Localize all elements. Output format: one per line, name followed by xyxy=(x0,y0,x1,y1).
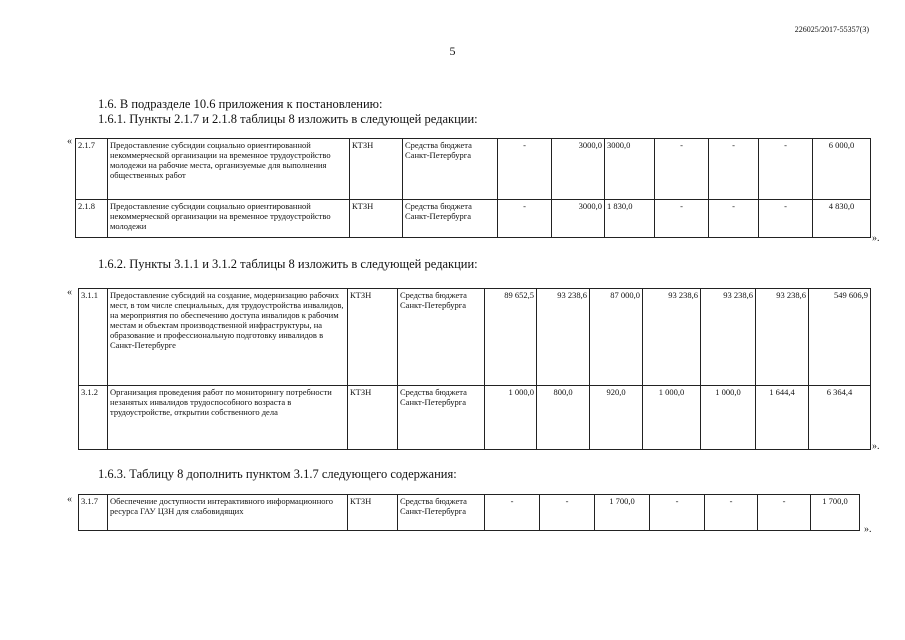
value-year-1: 89 652,5 xyxy=(485,289,537,386)
value-total: 6 364,4 xyxy=(809,386,871,450)
table-row xyxy=(76,200,871,238)
funding-source: Средства бюджета Санкт-Петербурга xyxy=(403,200,498,238)
table-row xyxy=(79,386,871,450)
close-quote: ». xyxy=(872,233,880,244)
item-name: Предоставление субсидий на создание, модернизацию рабочих мест, в том числе специальных, для трудоустройства инвалидов, на мероприятия по обеспечению доступа инвалидов к рабочим местам и объектам производственной инфраструктуры, на образование и профессиональную подготовку инвалидов в Санкт-Петербурге xyxy=(108,289,348,386)
executor: КТЗН xyxy=(350,200,403,238)
item-name: Предоставление субсидии социально ориентированной некоммерческой организации на временное трудоустройство молодежи на рабочие места, организуемые для выполнения общественных работ xyxy=(108,139,350,200)
value-year-2: 800,0 xyxy=(537,386,590,450)
paragraph-1-6-3: 1.6.3. Таблицу 8 дополнить пунктом 3.1.7 следующего содержания: xyxy=(98,467,457,481)
table-8-items-2-1-7-2-1-8 xyxy=(75,138,871,238)
executor: КТЗН xyxy=(348,386,398,450)
value-year-1: - xyxy=(498,200,552,238)
open-quote: « xyxy=(67,136,72,147)
value-year-4: - xyxy=(655,200,709,238)
executor: КТЗН xyxy=(350,139,403,200)
open-quote: « xyxy=(67,494,72,505)
value-year-1: 1 000,0 xyxy=(485,386,537,450)
value-year-3: 1 830,0 xyxy=(605,200,655,238)
table-row xyxy=(76,139,871,200)
item-number: 3.1.2 xyxy=(79,386,108,450)
value-year-4: 93 238,6 xyxy=(643,289,701,386)
table-8-item-3-1-7 xyxy=(78,494,860,531)
item-number: 2.1.7 xyxy=(76,139,108,200)
close-quote: ». xyxy=(864,524,872,535)
value-year-5: - xyxy=(709,139,759,200)
value-year-6: 93 238,6 xyxy=(756,289,809,386)
funding-source: Средства бюджета Санкт-Петербурга xyxy=(398,289,485,386)
item-name: Предоставление субсидии социально ориентированной некоммерческой организации на временное трудоустройство молодежи xyxy=(108,200,350,238)
document-number: 226025/2017-55357(3) xyxy=(794,25,869,34)
item-number: 3.1.1 xyxy=(79,289,108,386)
value-year-6: - xyxy=(759,139,813,200)
funding-source: Средства бюджета Санкт-Петербурга xyxy=(403,139,498,200)
value-year-5: - xyxy=(709,200,759,238)
item-name: Обеспечение доступности интерактивного информационного ресурса ГАУ ЦЗН для слабовидящих xyxy=(108,495,348,531)
value-total: 549 606,9 xyxy=(809,289,871,386)
value-year-4: - xyxy=(650,495,705,531)
value-year-6: - xyxy=(759,200,813,238)
value-total: 4 830,0 xyxy=(813,200,871,238)
value-total: 6 000,0 xyxy=(813,139,871,200)
table-row xyxy=(79,495,860,531)
item-number: 3.1.7 xyxy=(79,495,108,531)
executor: КТЗН xyxy=(348,495,398,531)
executor: КТЗН xyxy=(348,289,398,386)
value-year-6: 1 644,4 xyxy=(756,386,809,450)
value-year-2: 3000,0 xyxy=(552,200,605,238)
funding-source: Средства бюджета Санкт-Петербурга xyxy=(398,495,485,531)
value-year-4: - xyxy=(655,139,709,200)
value-year-1: - xyxy=(498,139,552,200)
value-year-5: 93 238,6 xyxy=(701,289,756,386)
value-year-2: 93 238,6 xyxy=(537,289,590,386)
funding-source: Средства бюджета Санкт-Петербурга xyxy=(398,386,485,450)
value-year-1: - xyxy=(485,495,540,531)
close-quote: ». xyxy=(872,441,880,452)
value-year-3: 1 700,0 xyxy=(595,495,650,531)
table-row xyxy=(79,289,871,386)
paragraph-1-6-1: 1.6.1. Пункты 2.1.7 и 2.1.8 таблицы 8 изложить в следующей редакции: xyxy=(98,112,478,126)
value-year-4: 1 000,0 xyxy=(643,386,701,450)
value-year-5: - xyxy=(705,495,758,531)
value-year-2: - xyxy=(540,495,595,531)
value-total: 1 700,0 xyxy=(811,495,860,531)
value-year-3: 920,0 xyxy=(590,386,643,450)
value-year-5: 1 000,0 xyxy=(701,386,756,450)
paragraph-1-6-2: 1.6.2. Пункты 3.1.1 и 3.1.2 таблицы 8 изложить в следующей редакции: xyxy=(98,257,478,271)
value-year-2: 3000,0 xyxy=(552,139,605,200)
value-year-3: 87 000,0 xyxy=(590,289,643,386)
item-number: 2.1.8 xyxy=(76,200,108,238)
open-quote: « xyxy=(67,287,72,298)
value-year-6: - xyxy=(758,495,811,531)
table-8-items-3-1-1-3-1-2 xyxy=(78,288,871,450)
page-number: 5 xyxy=(449,44,456,58)
paragraph-1-6: 1.6. В подразделе 10.6 приложения к постановлению: xyxy=(98,97,383,111)
value-year-3: 3000,0 xyxy=(605,139,655,200)
item-name: Организация проведения работ по мониторингу потребности незанятых инвалидов трудоспособного возраста в трудоустройстве, открытии собственного дела xyxy=(108,386,348,450)
